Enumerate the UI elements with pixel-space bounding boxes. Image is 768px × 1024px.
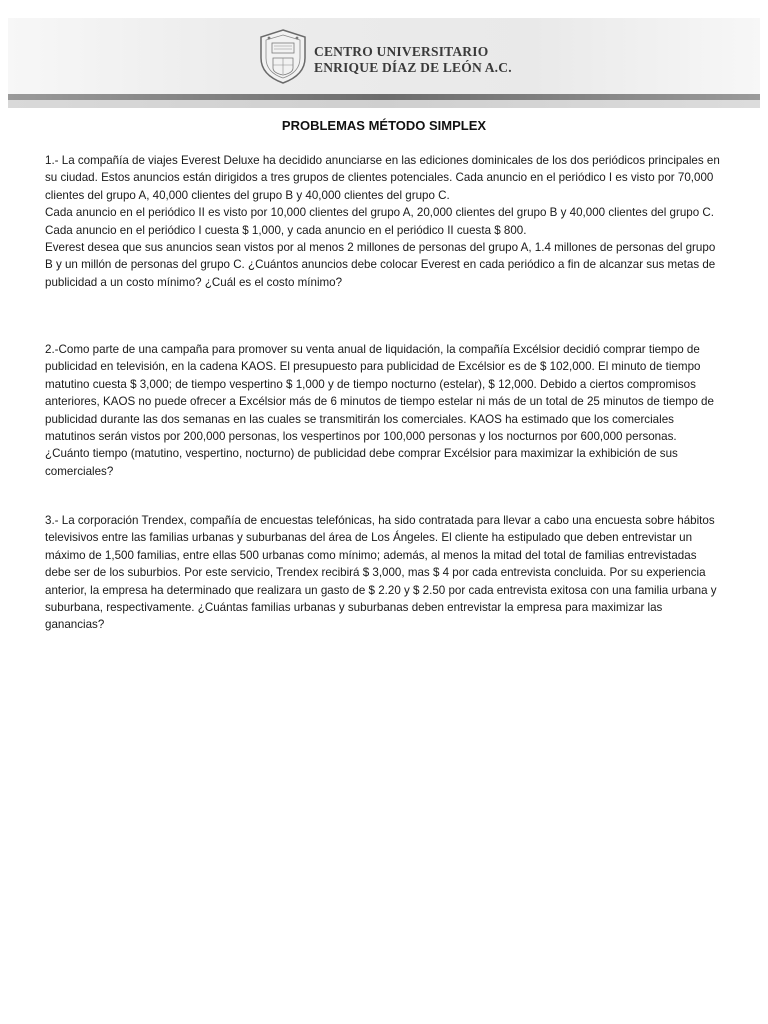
problem-paragraph: Cada anuncio en el periódico II es visto por 10,000 clientes del grupo A, 20,000 clientes del grupo B y 40,000 clientes del grupo C. Cada anuncio en el periódico I cuesta $ 1,000, y cada anuncio en el periódico II cuesta $ 800. — [45, 206, 715, 237]
problem-3 — [45, 512, 723, 634]
organization-name-line2: ENRIQUE DÍAZ DE LEÓN A.C. — [314, 60, 512, 75]
organization-name-line1: CENTRO UNIVERSITARIO — [314, 44, 489, 59]
problem-2 — [45, 341, 723, 480]
university-seal-icon — [258, 28, 308, 84]
document-title: PROBLEMAS MÉTODO SIMPLEX — [281, 118, 487, 133]
problem-1 — [45, 152, 723, 291]
letterhead-rule-shadow — [8, 100, 760, 108]
problem-paragraph: 1.- La compañía de viajes Everest Deluxe ha decidido anunciarse en las ediciones dominicales de los dos periódicos principales en su ciudad. Estos anuncios están dirigidos a tres grupos de clientes potenciales. Cada anuncio en el periódico I es visto por 70,000 clientes del grupo A, 40,000 clientes del grupo B y 40,000 clientes del grupo C. — [45, 154, 720, 202]
organization-name — [314, 44, 512, 76]
problem-paragraph: 3.- La corporación Trendex, compañía de encuestas telefónicas, ha sido contratada para llevar a cabo una encuesta sobre hábitos televisivos entre las familias urbanas y suburbanas del área de Los Ángeles. El cliente ha estipulado que deben entrevistar un máximo de 1,500 familias, entre ellas 500 urbanas como mínimo; además, al menos la mitad del total de familias entrevistadas debe ser de los suburbios. Por este servicio, Trendex recibirá $ 3,000, mas $ 4 por cada entrevista concluida. Por su experiencia anterior, la empresa ha determinado que realizara un gasto de $ 2.20 y $ 2.50 por cada entrevista exitosa con una familia urbana y suburbana, respectivamente. ¿Cuántas familias urbanas y suburbanas deben entrevistar la empresa para maximizar las ganancias? — [45, 514, 717, 632]
problem-paragraph: 2.-Como parte de una campaña para promover su venta anual de liquidación, la compañía Excélsior decidió comprar tiempo de publicidad en televisión, en la cadena KAOS. El presupuesto para publicidad de Excélsior es de $ 102,000. El minuto de tiempo matutino cuesta $ 3,000; de tiempo vespertino $ 1,000 y de tiempo nocturno (estelar), $ 12,000. Debido a ciertos compromisos anteriores, KAOS no puede ofrecer a Excélsior más de 6 minutos de tiempo estelar ni más de un total de 25 minutos de tiempo de publicidad durante las dos semanas en las cuales se transmitirán los comerciales. KAOS ha estimado que los comerciales matutinos serán vistos por 200,000 personas, los vespertinos por 100,000 personas y los nocturnos por 600,000 personas. ¿Cuánto tiempo (matutino, vespertino, nocturno) de publicidad debe comprar Excélsior para maximizar la exhibición de sus comerciales? — [45, 343, 714, 478]
problem-paragraph: Everest desea que sus anuncios sean vistos por al menos 2 millones de personas del grupo A, 1.4 millones de personas del grupo B y un millón de personas del grupo C. ¿Cuántos anuncios debe colocar Everest en cada periódico a fin de alcanzar sus metas de publicidad a un costo mínimo? ¿Cuál es el costo mínimo? — [45, 241, 716, 289]
